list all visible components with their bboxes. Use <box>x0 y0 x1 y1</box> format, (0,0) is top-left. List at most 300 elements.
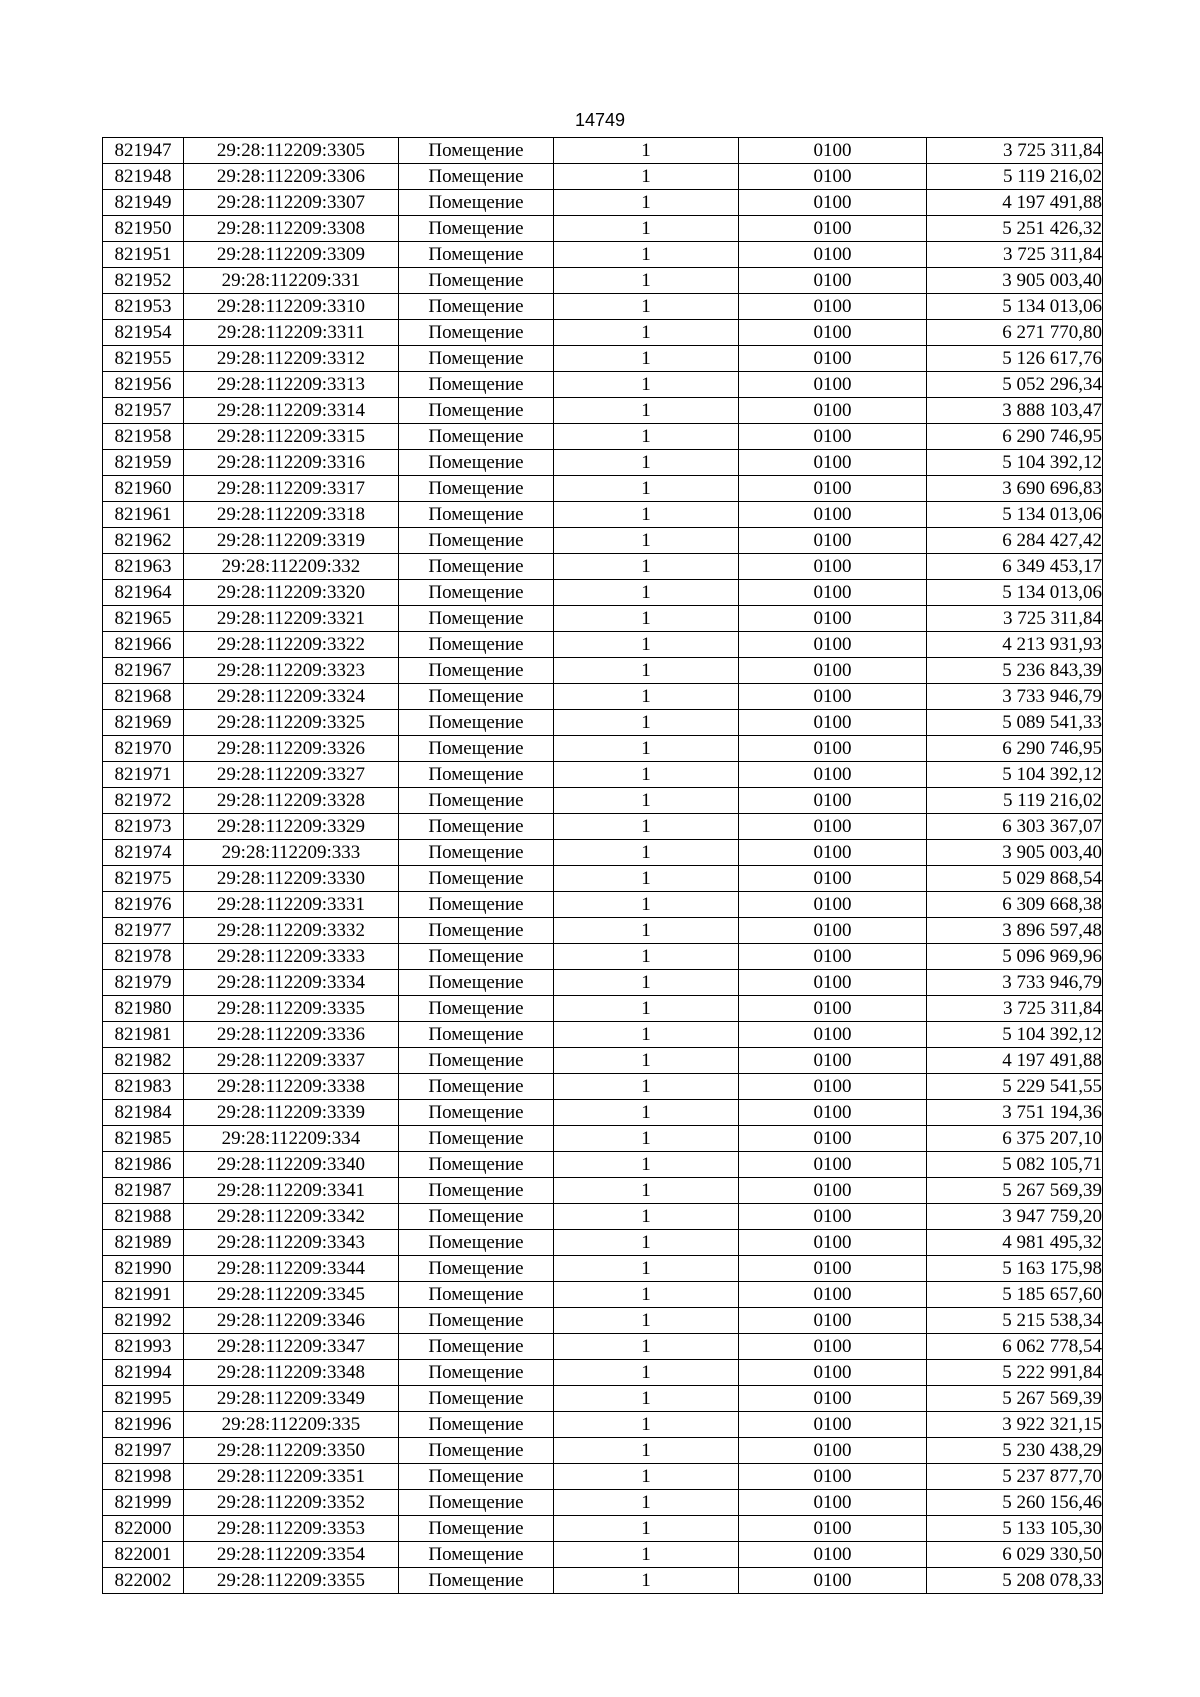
cadastral-number-cell: 29:28:112209:335 <box>184 1412 399 1438</box>
cadastral-number-cell: 29:28:112209:3336 <box>184 1022 399 1048</box>
table-row <box>103 710 1103 736</box>
row-number-cell: 821972 <box>103 788 184 814</box>
cadastral-number-cell: 29:28:112209:3351 <box>184 1464 399 1490</box>
table-row <box>103 216 1103 242</box>
cadastral-value-cell: 3 733 946,79 <box>927 684 1103 710</box>
cadastral-value-cell: 3 896 597,48 <box>927 918 1103 944</box>
table-row <box>103 346 1103 372</box>
table-row <box>103 1542 1103 1568</box>
cadastral-value-cell: 3 751 194,36 <box>927 1100 1103 1126</box>
cadastral-number-cell: 29:28:112209:3335 <box>184 996 399 1022</box>
cadastral-number-cell: 29:28:112209:3337 <box>184 1048 399 1074</box>
code-cell: 0100 <box>739 1360 927 1386</box>
cadastral-value-cell: 5 134 013,06 <box>927 294 1103 320</box>
table-row <box>103 762 1103 788</box>
row-number-cell: 821977 <box>103 918 184 944</box>
code-cell: 0100 <box>739 502 927 528</box>
quantity-cell: 1 <box>554 164 739 190</box>
cadastral-value-cell: 3 905 003,40 <box>927 840 1103 866</box>
code-cell: 0100 <box>739 1542 927 1568</box>
quantity-cell: 1 <box>554 814 739 840</box>
quantity-cell: 1 <box>554 788 739 814</box>
row-number-cell: 821953 <box>103 294 184 320</box>
cadastral-number-cell: 29:28:112209:3350 <box>184 1438 399 1464</box>
cadastral-value-cell: 5 089 541,33 <box>927 710 1103 736</box>
row-number-cell: 821996 <box>103 1412 184 1438</box>
quantity-cell: 1 <box>554 1386 739 1412</box>
table-row <box>103 1360 1103 1386</box>
code-cell: 0100 <box>739 1126 927 1152</box>
row-number-cell: 821982 <box>103 1048 184 1074</box>
table-row <box>103 1074 1103 1100</box>
row-number-cell: 821974 <box>103 840 184 866</box>
quantity-cell: 1 <box>554 476 739 502</box>
object-type-cell: Помещение <box>399 1100 554 1126</box>
cadastral-value-cell: 5 133 105,30 <box>927 1516 1103 1542</box>
object-type-cell: Помещение <box>399 684 554 710</box>
object-type-cell: Помещение <box>399 918 554 944</box>
table-row <box>103 554 1103 580</box>
cadastral-value-cell: 4 981 495,32 <box>927 1230 1103 1256</box>
row-number-cell: 821959 <box>103 450 184 476</box>
object-type-cell: Помещение <box>399 1386 554 1412</box>
row-number-cell: 821993 <box>103 1334 184 1360</box>
cadastral-value-cell: 5 236 843,39 <box>927 658 1103 684</box>
row-number-cell: 821988 <box>103 1204 184 1230</box>
row-number-cell: 821951 <box>103 242 184 268</box>
table-row <box>103 580 1103 606</box>
cadastral-number-cell: 29:28:112209:3321 <box>184 606 399 632</box>
cadastral-value-cell: 5 229 541,55 <box>927 1074 1103 1100</box>
table-row <box>103 372 1103 398</box>
quantity-cell: 1 <box>554 1516 739 1542</box>
cadastral-number-cell: 29:28:112209:333 <box>184 840 399 866</box>
code-cell: 0100 <box>739 138 927 164</box>
cadastral-number-cell: 29:28:112209:3326 <box>184 736 399 762</box>
cadastral-number-cell: 29:28:112209:3306 <box>184 164 399 190</box>
quantity-cell: 1 <box>554 1490 739 1516</box>
code-cell: 0100 <box>739 1386 927 1412</box>
object-type-cell: Помещение <box>399 476 554 502</box>
row-number-cell: 821980 <box>103 996 184 1022</box>
row-number-cell: 821981 <box>103 1022 184 1048</box>
quantity-cell: 1 <box>554 216 739 242</box>
code-cell: 0100 <box>739 788 927 814</box>
cadastral-number-cell: 29:28:112209:3319 <box>184 528 399 554</box>
code-cell: 0100 <box>739 190 927 216</box>
cadastral-number-cell: 29:28:112209:3330 <box>184 866 399 892</box>
cadastral-number-cell: 29:28:112209:3346 <box>184 1308 399 1334</box>
object-type-cell: Помещение <box>399 554 554 580</box>
object-type-cell: Помещение <box>399 1230 554 1256</box>
code-cell: 0100 <box>739 346 927 372</box>
object-type-cell: Помещение <box>399 424 554 450</box>
quantity-cell: 1 <box>554 372 739 398</box>
code-cell: 0100 <box>739 476 927 502</box>
object-type-cell: Помещение <box>399 1464 554 1490</box>
cadastral-number-cell: 29:28:112209:3310 <box>184 294 399 320</box>
object-type-cell: Помещение <box>399 996 554 1022</box>
row-number-cell: 821954 <box>103 320 184 346</box>
cadastral-number-cell: 29:28:112209:3318 <box>184 502 399 528</box>
quantity-cell: 1 <box>554 268 739 294</box>
quantity-cell: 1 <box>554 1256 739 1282</box>
cadastral-number-cell: 29:28:112209:3313 <box>184 372 399 398</box>
cadastral-number-cell: 29:28:112209:3353 <box>184 1516 399 1542</box>
code-cell: 0100 <box>739 1308 927 1334</box>
row-number-cell: 821987 <box>103 1178 184 1204</box>
object-type-cell: Помещение <box>399 944 554 970</box>
code-cell: 0100 <box>739 268 927 294</box>
quantity-cell: 1 <box>554 528 739 554</box>
code-cell: 0100 <box>739 892 927 918</box>
table-row <box>103 866 1103 892</box>
quantity-cell: 1 <box>554 1568 739 1594</box>
code-cell: 0100 <box>739 1438 927 1464</box>
cadastral-value-cell: 6 284 427,42 <box>927 528 1103 554</box>
object-type-cell: Помещение <box>399 606 554 632</box>
cadastral-value-cell: 3 690 696,83 <box>927 476 1103 502</box>
table-row <box>103 320 1103 346</box>
object-type-cell: Помещение <box>399 1308 554 1334</box>
object-type-cell: Помещение <box>399 866 554 892</box>
quantity-cell: 1 <box>554 1464 739 1490</box>
code-cell: 0100 <box>739 1256 927 1282</box>
row-number-cell: 821958 <box>103 424 184 450</box>
row-number-cell: 821968 <box>103 684 184 710</box>
cadastral-value-cell: 6 375 207,10 <box>927 1126 1103 1152</box>
row-number-cell: 821957 <box>103 398 184 424</box>
cadastral-value-cell: 3 888 103,47 <box>927 398 1103 424</box>
cadastral-value-cell: 3 725 311,84 <box>927 242 1103 268</box>
code-cell: 0100 <box>739 1048 927 1074</box>
table-row <box>103 1516 1103 1542</box>
table-row <box>103 996 1103 1022</box>
code-cell: 0100 <box>739 866 927 892</box>
row-number-cell: 821995 <box>103 1386 184 1412</box>
code-cell: 0100 <box>739 710 927 736</box>
quantity-cell: 1 <box>554 1360 739 1386</box>
row-number-cell: 821969 <box>103 710 184 736</box>
row-number-cell: 822001 <box>103 1542 184 1568</box>
object-type-cell: Помещение <box>399 216 554 242</box>
code-cell: 0100 <box>739 684 927 710</box>
code-cell: 0100 <box>739 294 927 320</box>
code-cell: 0100 <box>739 1334 927 1360</box>
cadastral-number-cell: 29:28:112209:3320 <box>184 580 399 606</box>
row-number-cell: 821984 <box>103 1100 184 1126</box>
table-row <box>103 1464 1103 1490</box>
table-row <box>103 970 1103 996</box>
page-number: 14749 <box>574 110 626 130</box>
code-cell: 0100 <box>739 918 927 944</box>
object-type-cell: Помещение <box>399 788 554 814</box>
cadastral-number-cell: 29:28:112209:3308 <box>184 216 399 242</box>
quantity-cell: 1 <box>554 632 739 658</box>
quantity-cell: 1 <box>554 762 739 788</box>
table-row <box>103 788 1103 814</box>
object-type-cell: Помещение <box>399 710 554 736</box>
table-row <box>103 1126 1103 1152</box>
row-number-cell: 821975 <box>103 866 184 892</box>
object-type-cell: Помещение <box>399 632 554 658</box>
object-type-cell: Помещение <box>399 294 554 320</box>
cadastral-number-cell: 29:28:112209:3352 <box>184 1490 399 1516</box>
cadastral-value-cell: 5 267 569,39 <box>927 1386 1103 1412</box>
row-number-cell: 821966 <box>103 632 184 658</box>
row-number-cell: 821990 <box>103 1256 184 1282</box>
cadastral-number-cell: 29:28:112209:3334 <box>184 970 399 996</box>
object-type-cell: Помещение <box>399 840 554 866</box>
cadastral-number-cell: 29:28:112209:3327 <box>184 762 399 788</box>
code-cell: 0100 <box>739 944 927 970</box>
cadastral-value-cell: 5 119 216,02 <box>927 164 1103 190</box>
cadastral-value-cell: 5 267 569,39 <box>927 1178 1103 1204</box>
quantity-cell: 1 <box>554 190 739 216</box>
quantity-cell: 1 <box>554 710 739 736</box>
registry-table-body <box>103 138 1103 1594</box>
cadastral-value-cell: 6 062 778,54 <box>927 1334 1103 1360</box>
cadastral-number-cell: 29:28:112209:3341 <box>184 1178 399 1204</box>
cadastral-number-cell: 29:28:112209:3349 <box>184 1386 399 1412</box>
code-cell: 0100 <box>739 424 927 450</box>
row-number-cell: 821955 <box>103 346 184 372</box>
object-type-cell: Помещение <box>399 1516 554 1542</box>
code-cell: 0100 <box>739 554 927 580</box>
row-number-cell: 821992 <box>103 1308 184 1334</box>
code-cell: 0100 <box>739 658 927 684</box>
row-number-cell: 821978 <box>103 944 184 970</box>
row-number-cell: 821986 <box>103 1152 184 1178</box>
code-cell: 0100 <box>739 840 927 866</box>
object-type-cell: Помещение <box>399 1334 554 1360</box>
cadastral-number-cell: 29:28:112209:3329 <box>184 814 399 840</box>
quantity-cell: 1 <box>554 944 739 970</box>
quantity-cell: 1 <box>554 866 739 892</box>
cadastral-value-cell: 5 052 296,34 <box>927 372 1103 398</box>
object-type-cell: Помещение <box>399 1438 554 1464</box>
table-row <box>103 242 1103 268</box>
quantity-cell: 1 <box>554 1152 739 1178</box>
cadastral-value-cell: 5 104 392,12 <box>927 450 1103 476</box>
table-row <box>103 1568 1103 1594</box>
code-cell: 0100 <box>739 632 927 658</box>
cadastral-number-cell: 29:28:112209:3345 <box>184 1282 399 1308</box>
row-number-cell: 821963 <box>103 554 184 580</box>
row-number-cell: 821970 <box>103 736 184 762</box>
table-row <box>103 528 1103 554</box>
cadastral-value-cell: 5 134 013,06 <box>927 502 1103 528</box>
cadastral-number-cell: 29:28:112209:3347 <box>184 1334 399 1360</box>
cadastral-value-cell: 5 082 105,71 <box>927 1152 1103 1178</box>
quantity-cell: 1 <box>554 580 739 606</box>
table-row <box>103 840 1103 866</box>
cadastral-number-cell: 29:28:112209:3323 <box>184 658 399 684</box>
cadastral-number-cell: 29:28:112209:3340 <box>184 1152 399 1178</box>
table-row <box>103 1412 1103 1438</box>
row-number-cell: 821991 <box>103 1282 184 1308</box>
quantity-cell: 1 <box>554 1204 739 1230</box>
cadastral-value-cell: 3 922 321,15 <box>927 1412 1103 1438</box>
code-cell: 0100 <box>739 528 927 554</box>
object-type-cell: Помещение <box>399 1568 554 1594</box>
quantity-cell: 1 <box>554 1022 739 1048</box>
code-cell: 0100 <box>739 372 927 398</box>
cadastral-number-cell: 29:28:112209:3343 <box>184 1230 399 1256</box>
quantity-cell: 1 <box>554 320 739 346</box>
code-cell: 0100 <box>739 814 927 840</box>
code-cell: 0100 <box>739 1074 927 1100</box>
object-type-cell: Помещение <box>399 320 554 346</box>
cadastral-value-cell: 6 290 746,95 <box>927 736 1103 762</box>
row-number-cell: 821989 <box>103 1230 184 1256</box>
code-cell: 0100 <box>739 1204 927 1230</box>
table-row <box>103 684 1103 710</box>
quantity-cell: 1 <box>554 138 739 164</box>
code-cell: 0100 <box>739 1516 927 1542</box>
table-row <box>103 1178 1103 1204</box>
object-type-cell: Помещение <box>399 1360 554 1386</box>
table-row <box>103 1022 1103 1048</box>
cadastral-number-cell: 29:28:112209:3339 <box>184 1100 399 1126</box>
table-row <box>103 138 1103 164</box>
row-number-cell: 821950 <box>103 216 184 242</box>
table-row <box>103 476 1103 502</box>
cadastral-number-cell: 29:28:112209:3332 <box>184 918 399 944</box>
cadastral-value-cell: 5 163 175,98 <box>927 1256 1103 1282</box>
row-number-cell: 821979 <box>103 970 184 996</box>
table-row <box>103 424 1103 450</box>
cadastral-value-cell: 5 104 392,12 <box>927 762 1103 788</box>
cadastral-number-cell: 29:28:112209:334 <box>184 1126 399 1152</box>
cadastral-value-cell: 3 905 003,40 <box>927 268 1103 294</box>
cadastral-number-cell: 29:28:112209:3338 <box>184 1074 399 1100</box>
cadastral-value-cell: 5 185 657,60 <box>927 1282 1103 1308</box>
cadastral-value-cell: 5 029 868,54 <box>927 866 1103 892</box>
cadastral-value-cell: 5 134 013,06 <box>927 580 1103 606</box>
quantity-cell: 1 <box>554 554 739 580</box>
code-cell: 0100 <box>739 762 927 788</box>
object-type-cell: Помещение <box>399 1282 554 1308</box>
cadastral-number-cell: 29:28:112209:3344 <box>184 1256 399 1282</box>
table-row <box>103 1490 1103 1516</box>
cadastral-value-cell: 6 309 668,38 <box>927 892 1103 918</box>
row-number-cell: 821960 <box>103 476 184 502</box>
object-type-cell: Помещение <box>399 814 554 840</box>
cadastral-value-cell: 5 237 877,70 <box>927 1464 1103 1490</box>
code-cell: 0100 <box>739 1464 927 1490</box>
object-type-cell: Помещение <box>399 242 554 268</box>
table-row <box>103 632 1103 658</box>
quantity-cell: 1 <box>554 398 739 424</box>
quantity-cell: 1 <box>554 1412 739 1438</box>
row-number-cell: 821998 <box>103 1464 184 1490</box>
table-row <box>103 164 1103 190</box>
cadastral-number-cell: 29:28:112209:3348 <box>184 1360 399 1386</box>
cadastral-number-cell: 29:28:112209:3311 <box>184 320 399 346</box>
object-type-cell: Помещение <box>399 398 554 424</box>
cadastral-number-cell: 29:28:112209:3328 <box>184 788 399 814</box>
table-row <box>103 606 1103 632</box>
cadastral-value-cell: 6 290 746,95 <box>927 424 1103 450</box>
quantity-cell: 1 <box>554 346 739 372</box>
row-number-cell: 821964 <box>103 580 184 606</box>
cadastral-number-cell: 29:28:112209:3322 <box>184 632 399 658</box>
object-type-cell: Помещение <box>399 1074 554 1100</box>
cadastral-number-cell: 29:28:112209:3316 <box>184 450 399 476</box>
cadastral-value-cell: 3 725 311,84 <box>927 138 1103 164</box>
table-row <box>103 1308 1103 1334</box>
cadastral-number-cell: 29:28:112209:3342 <box>184 1204 399 1230</box>
quantity-cell: 1 <box>554 1178 739 1204</box>
cadastral-number-cell: 29:28:112209:3309 <box>184 242 399 268</box>
quantity-cell: 1 <box>554 450 739 476</box>
quantity-cell: 1 <box>554 684 739 710</box>
table-row <box>103 658 1103 684</box>
quantity-cell: 1 <box>554 1542 739 1568</box>
table-row <box>103 1386 1103 1412</box>
cadastral-value-cell: 5 230 438,29 <box>927 1438 1103 1464</box>
cadastral-value-cell: 5 215 538,34 <box>927 1308 1103 1334</box>
quantity-cell: 1 <box>554 1334 739 1360</box>
quantity-cell: 1 <box>554 996 739 1022</box>
object-type-cell: Помещение <box>399 1152 554 1178</box>
object-type-cell: Помещение <box>399 190 554 216</box>
object-type-cell: Помещение <box>399 1204 554 1230</box>
registry-table <box>102 137 1103 1594</box>
quantity-cell: 1 <box>554 502 739 528</box>
row-number-cell: 821956 <box>103 372 184 398</box>
code-cell: 0100 <box>739 736 927 762</box>
quantity-cell: 1 <box>554 1438 739 1464</box>
quantity-cell: 1 <box>554 970 739 996</box>
row-number-cell: 821999 <box>103 1490 184 1516</box>
object-type-cell: Помещение <box>399 528 554 554</box>
object-type-cell: Помещение <box>399 1178 554 1204</box>
cadastral-value-cell: 5 222 991,84 <box>927 1360 1103 1386</box>
row-number-cell: 821952 <box>103 268 184 294</box>
row-number-cell: 821948 <box>103 164 184 190</box>
cadastral-value-cell: 4 197 491,88 <box>927 190 1103 216</box>
table-row <box>103 190 1103 216</box>
object-type-cell: Помещение <box>399 1256 554 1282</box>
object-type-cell: Помещение <box>399 736 554 762</box>
table-row <box>103 736 1103 762</box>
object-type-cell: Помещение <box>399 1542 554 1568</box>
quantity-cell: 1 <box>554 1308 739 1334</box>
row-number-cell: 821949 <box>103 190 184 216</box>
object-type-cell: Помещение <box>399 658 554 684</box>
cadastral-value-cell: 5 251 426,32 <box>927 216 1103 242</box>
cadastral-number-cell: 29:28:112209:3325 <box>184 710 399 736</box>
cadastral-number-cell: 29:28:112209:3331 <box>184 892 399 918</box>
quantity-cell: 1 <box>554 424 739 450</box>
cadastral-value-cell: 6 349 453,17 <box>927 554 1103 580</box>
code-cell: 0100 <box>739 1490 927 1516</box>
code-cell: 0100 <box>739 1152 927 1178</box>
object-type-cell: Помещение <box>399 762 554 788</box>
table-row <box>103 1204 1103 1230</box>
quantity-cell: 1 <box>554 892 739 918</box>
row-number-cell: 821971 <box>103 762 184 788</box>
row-number-cell: 821985 <box>103 1126 184 1152</box>
quantity-cell: 1 <box>554 606 739 632</box>
code-cell: 0100 <box>739 1412 927 1438</box>
table-row <box>103 1100 1103 1126</box>
code-cell: 0100 <box>739 1568 927 1594</box>
object-type-cell: Помещение <box>399 580 554 606</box>
quantity-cell: 1 <box>554 1230 739 1256</box>
